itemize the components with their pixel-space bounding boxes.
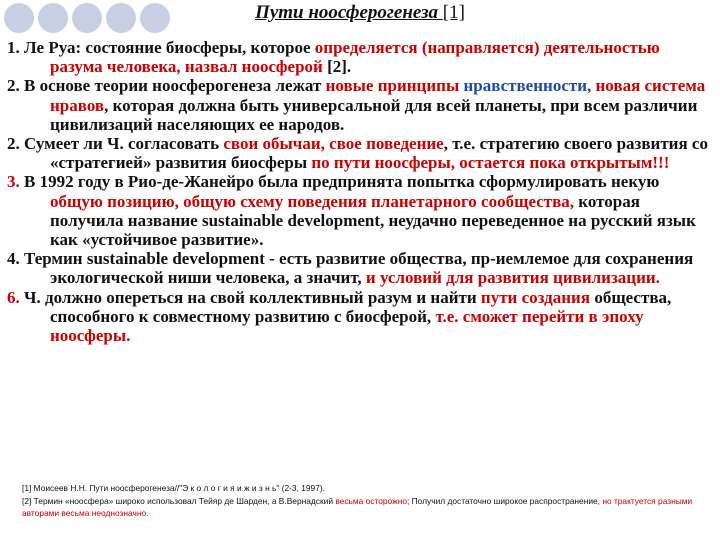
item-text-segment: , которая должна быть универсальной для всей планеты, при всем различии цивилизаций населяющих ее народов. — [50, 95, 698, 134]
item-text-segment: В основе теории ноосферогенеза лежат — [24, 76, 326, 96]
item-text-segment: и условий для развития цивилизации. — [365, 268, 660, 288]
item-text-segment: Термин sustainable development - есть развитие общества, пр-иемлемое для сохранения экологической ниши человека, а значит, — [24, 249, 694, 288]
item-number: 3. — [7, 172, 24, 192]
item-number: 2. — [7, 134, 24, 154]
item-text-segment: нравственности, — [463, 76, 592, 96]
item-text-segment: свои обычаи, свое поведение — [223, 134, 444, 154]
item-text-segment: по пути ноосферы, остается пока открытым!!! — [311, 153, 670, 173]
list-item — [7, 38, 715, 76]
footnotes — [22, 482, 712, 520]
item-text-segment: [2]. — [322, 57, 352, 77]
item-text-segment: общую позицию, общую схему поведения планетарного сообщества, — [50, 191, 575, 211]
list-item — [7, 134, 715, 172]
item-text-segment: общества, способного к совместному развитию с биосферой, — [50, 287, 672, 326]
footnote-segment: [1] Моисеев Н.Н. Пути ноосферогенеза//"Э к о л о г и я и ж и з н ь" (2-3, 1997). — [22, 483, 325, 493]
item-text-segment: , т.е. стратегию своего развития со «стратегией» развития биосферы — [50, 134, 708, 173]
item-text-segment: Ч. должно опереться на свой коллективный разум и найти — [24, 287, 481, 307]
list-item — [7, 288, 715, 346]
list-item — [7, 249, 715, 287]
item-number: 2. — [7, 76, 24, 96]
footnote-segment: ; Получил достаточно широкое распространение, — [407, 495, 603, 506]
item-number: 4. — [7, 249, 24, 269]
item-text-segment: пути создания — [480, 287, 591, 307]
list-item — [7, 76, 715, 134]
footnote-segment: [2] Термин «ноосфера» широко использовал Тейяр де Шарден, а В.Вернадский — [22, 495, 336, 506]
item-text-segment: новые принципы — [325, 76, 464, 96]
slide-body — [7, 38, 715, 345]
item-text-segment: Сумеет ли Ч. согласовать — [24, 134, 224, 154]
list-item — [7, 172, 715, 249]
item-text-segment: Ле Руа: состояние биосферы, которое — [24, 38, 315, 57]
footnote-segment: но трактуется разными авторами весьма неоднозначно. — [22, 495, 693, 518]
slide-title — [0, 2, 720, 24]
item-text-segment: В 1992 году в Рио-де-Жанейро была предпринята попытка сформулировать некую — [24, 172, 660, 192]
item-text-segment: определяется (направляется) деятельностью разума человека, назвал ноосферой — [50, 38, 660, 77]
title-text: Пути ноосферогенеза — [255, 2, 439, 23]
item-number: 1. — [7, 38, 24, 57]
item-text-segment: новая система нравов — [50, 76, 706, 115]
item-number: 6. — [7, 287, 24, 307]
footnote — [22, 482, 712, 495]
item-text-segment: которая получила название sustainable development, неудачно переведенное на русский язык как «устойчивое развитие». — [50, 191, 696, 250]
footnote — [22, 495, 712, 520]
footnote-segment: весьма осторожно — [335, 495, 407, 506]
item-text-segment: т.е. сможет перейти в эпоху ноосферы. — [50, 306, 644, 346]
title-ref: [1] — [442, 2, 465, 23]
